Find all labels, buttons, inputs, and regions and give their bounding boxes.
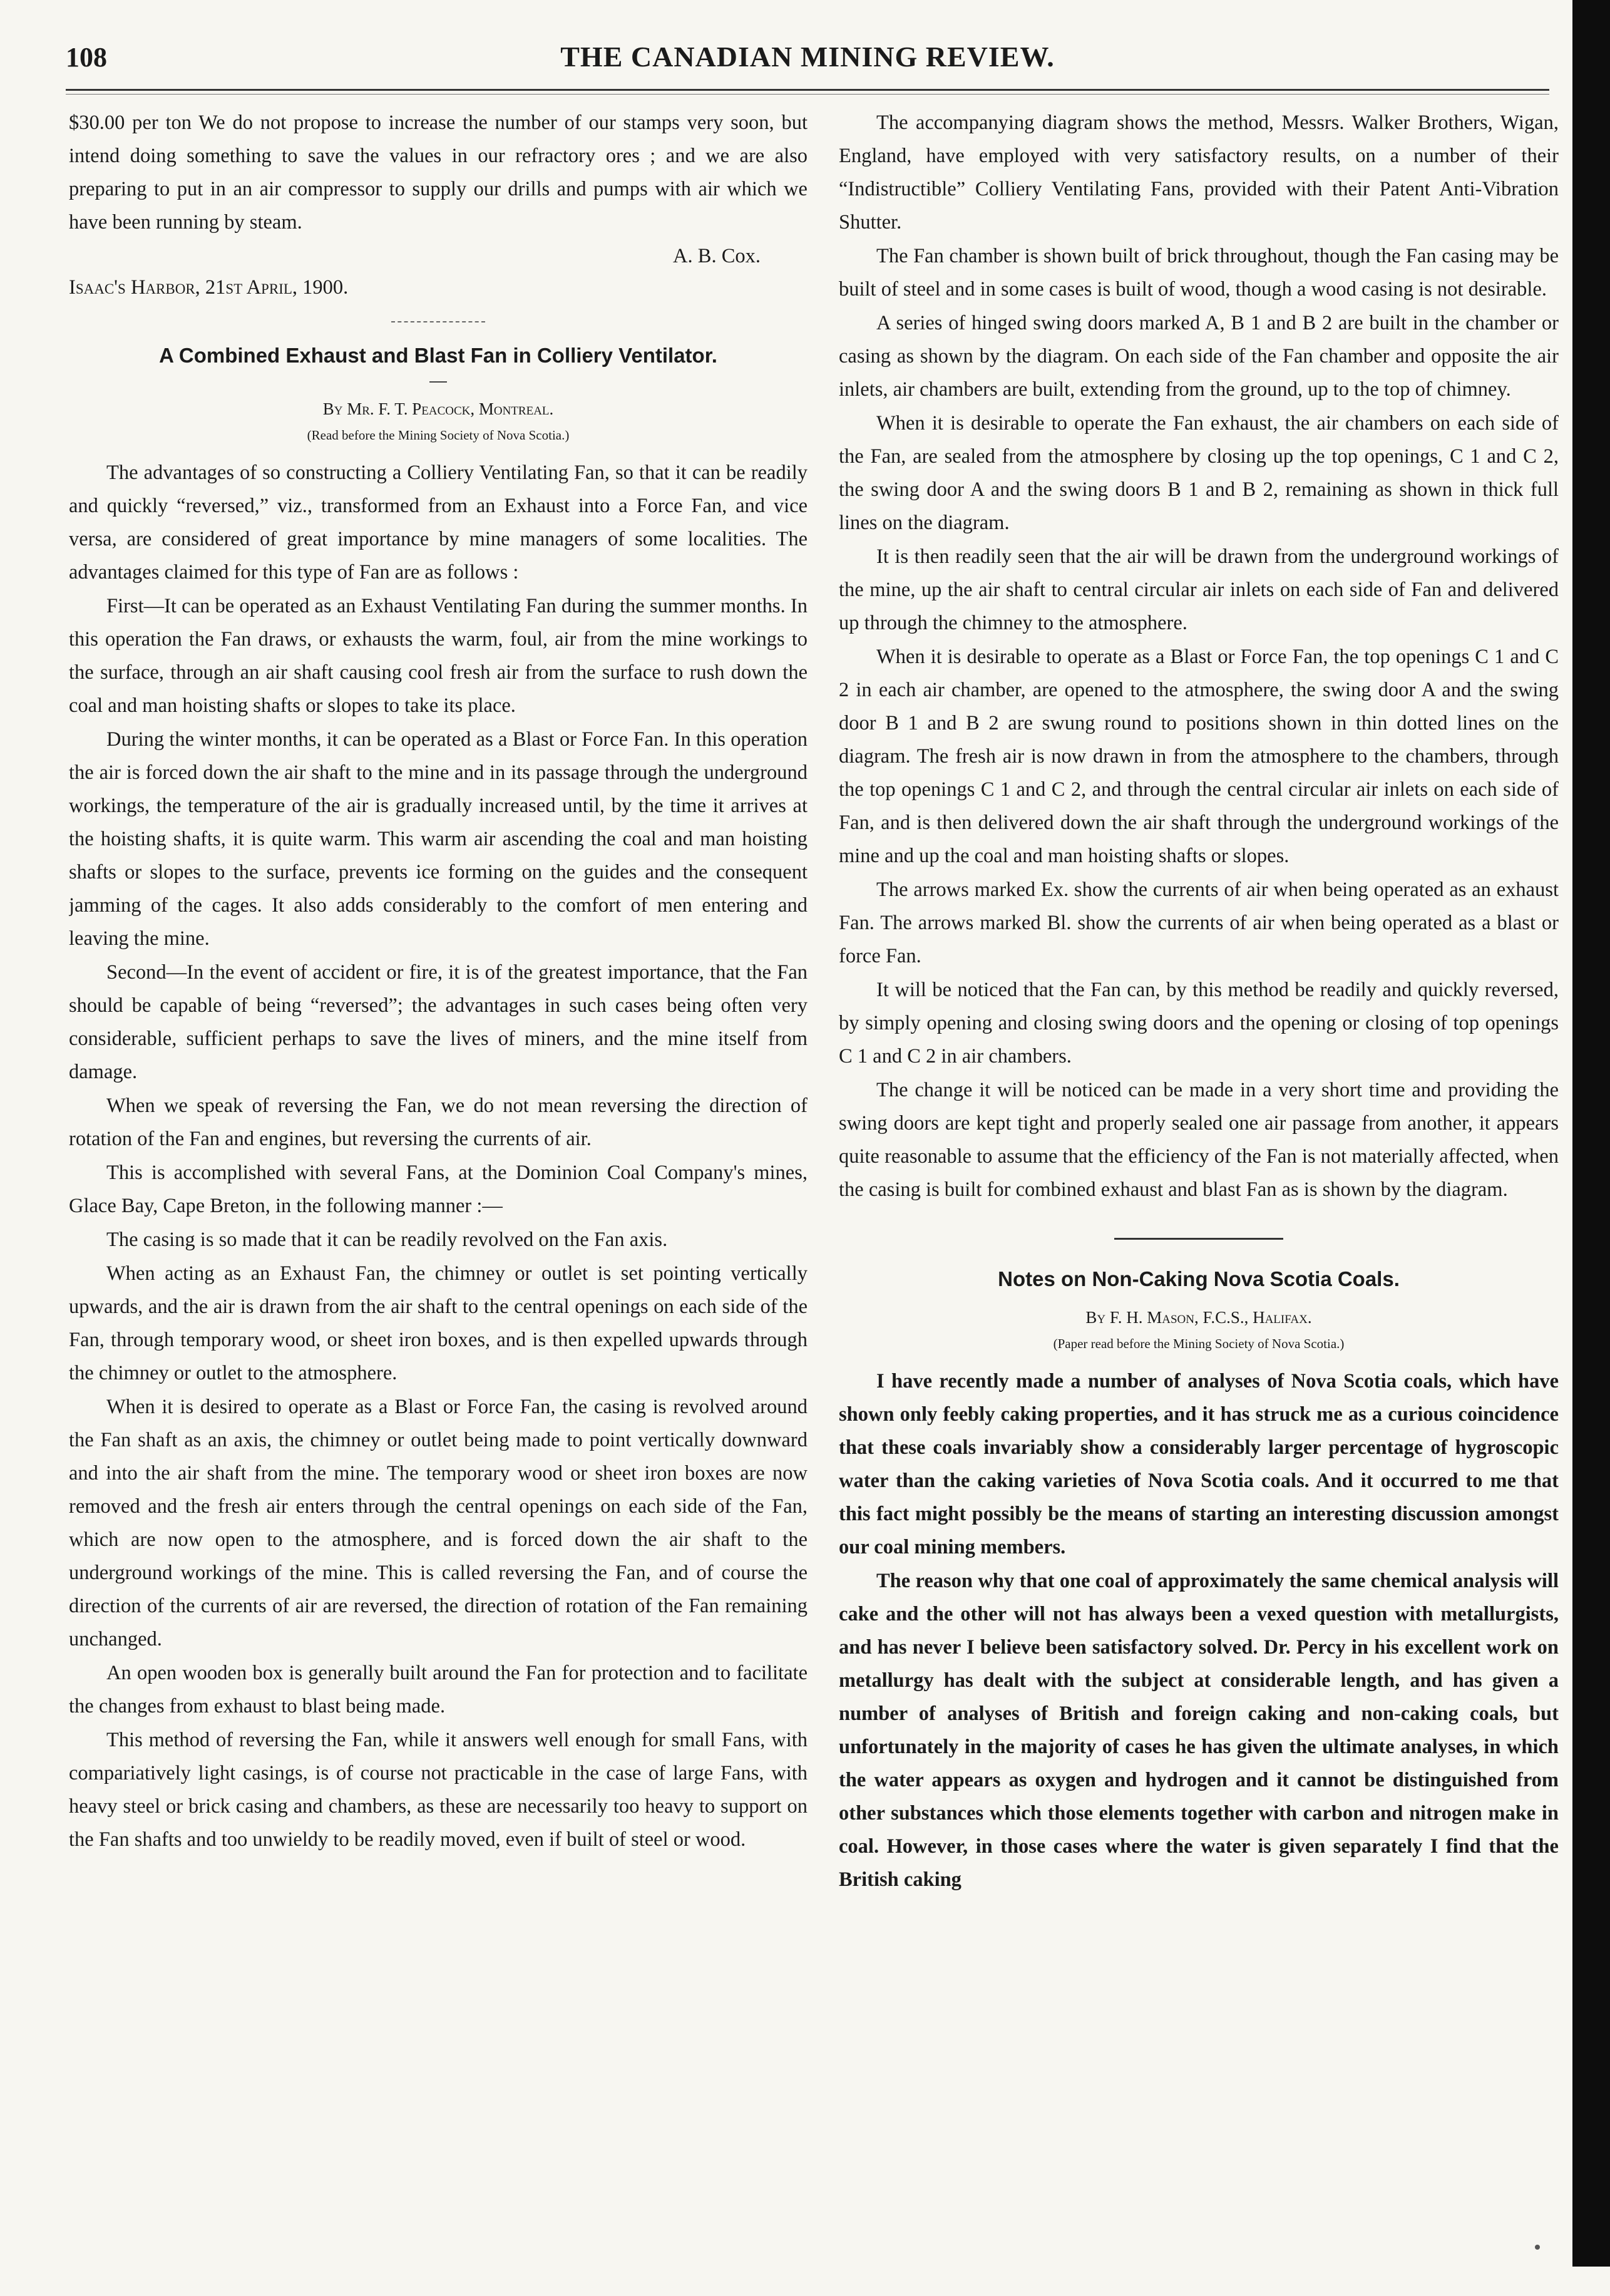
- body-paragraph: This method of reversing the Fan, while it answers well enough for small Fans, with compariatively light casings, is of course not practicable in the case of large Fans, with heavy steel or brick casing and chambers, as these are necessarily too heavy to support on the Fan shafts and too unwieldy to be readily moved, even if built of steel or wood.: [69, 1729, 808, 1851]
- byline-text: By Mr. F. T. Peacock, Montreal.: [322, 399, 554, 418]
- body-paragraph: A series of hinged swing doors marked A, B 1 and B 2 are built in the chamber or casing as shown by the diagram. On each side of the Fan chamber and opposite the air inlets, air chambers are built, extending from the ground, up to the top of chimney.: [839, 312, 1559, 401]
- header-rule: [66, 89, 1549, 91]
- body-paragraph: The Fan chamber is shown built of brick throughout, though the Fan casing may be built of steel and in some cases is built of wood, though a wood casing is not desirable.: [839, 245, 1559, 301]
- body-paragraph: Second—In the event of accident or fire, it is of the greatest importance, that the Fan should be capable of being “reversed”; the advantages in such cases being often very considerable, sufficient perhaps to save the lives of miners, and the mine itself from damage.: [69, 961, 808, 1083]
- article-note: (Read before the Mining Society of Nova Scotia.): [307, 428, 570, 443]
- body-paragraph: The casing is so made that it can be readily revolved on the Fan axis.: [106, 1228, 668, 1251]
- body-paragraph: The advantages of so constructing a Colliery Ventilating Fan, so that it can be readily and quickly “reversed,” viz., transformed from an Exhaust into a Force Fan, and vice versa, are considered of great importance by mine managers of some localities. The advantages claimed for this type of Fan are as follows :: [69, 461, 808, 584]
- body-paragraph: The reason why that one coal of approximately the same chemical analysis will cake and the other will not has always been a vexed question with metallurgists, and has never I believe been satisfactory solved. Dr. Percy in his excellent work on metallurgy has dealt with the subject at considerable length, and has given a number of analyses of British and foreign caking and non-caking coals, but unfortunately in the majority of cases he has given the ultimate analyses, in which the water appears as oxygen and hydrogen and it cannot be distinguished from other substances which those elements together with carbon and nitrogen make in coal. However, in those cases where the water is given separately I find that the British caking: [839, 1570, 1559, 1891]
- left-column: [69, 106, 808, 2279]
- body-paragraph: The change it will be noticed can be made in a very short time and providing the swing doors are kept tight and properly sealed one air passage from another, it appears quite reasonable to assume that the efficiency of the Fan is not materially affected, when the casing is built for combined exhaust and blast Fan as is shown by the diagram.: [839, 1079, 1559, 1201]
- title-dash: [429, 381, 447, 383]
- body-paragraph: This is accomplished with several Fans, at the Dominion Coal Company's mines, Glace Bay, Cape Breton, in the following manner :—: [69, 1161, 808, 1217]
- journal-title: THE CANADIAN MINING REVIEW.: [560, 41, 1055, 73]
- header-rule-thin: [66, 94, 1549, 95]
- body-paragraph: When acting as an Exhaust Fan, the chimney or outlet is set pointing vertically upwards, and the air is drawn from the air shaft to the central openings on each side of the Fan, through temporary wood, or sheet iron boxes, and is then expelled upwards through the chimney or outlet to the atmosphere.: [69, 1262, 808, 1384]
- body-paragraph: When it is desired to operate as a Blast or Force Fan, the casing is revolved around the Fan shaft as an axis, the chimney or outlet being made to point vertically downward and into the air shaft from the mine. The temporary wood or sheet iron boxes are now removed and the fresh air enters through the central openings on each side of the Fan, which are now open to the atmosphere, and is forced down the air shaft to the underground workings of the mine. This is called reversing the Fan, and of course the direction of the currents of air are reversed, the direction of rotation of the Fan remaining unchanged.: [69, 1396, 808, 1650]
- body-paragraph: It will be noticed that the Fan can, by this method be readily and quickly reversed, by simply opening and closing swing doors and the opening or closing of top openings C 1 and C 2 in air chambers.: [839, 979, 1559, 1068]
- place-date-text: Isaac's Harbor, 21st April, 1900.: [69, 276, 349, 299]
- signature: A. B. Cox.: [673, 245, 761, 267]
- byline-text: By F. H. Mason, F.C.S., Halifax.: [1085, 1308, 1312, 1327]
- body-paragraph: During the winter months, it can be operated as a Blast or Force Fan. In this operation the air is forced down the air shaft to the mine and in its passage through the underground workings, the temperature of the air is gradually increased until, by the time it arrives at the hoisting shafts, it is quite warm. This warm air ascending the coal and man hoisting shafts or slopes to the surface, prevents ice forming on the guides and the consequent jamming of the cages. It also adds considerably to the comfort of men entering and leaving the mine.: [69, 728, 808, 950]
- body-paragraph: I have recently made a number of analyses of Nova Scotia coals, which have shown only feebly caking properties, and it has struck me as a curious coincidence that these coals invariably show a considerably larger percentage of hygroscopic water than the caking varieties of Nova Scotia coals. And it occurred to me that this fact might possibly be the means of starting an interesting discussion amongst our coal mining members.: [839, 1370, 1559, 1558]
- scan-edge-shadow: [1572, 0, 1610, 2267]
- place-date: [69, 271, 348, 304]
- body-paragraph: When we speak of reversing the Fan, we do not mean reversing the direction of rotation of the Fan and engines, but reversing the currents of air.: [69, 1094, 808, 1150]
- scan-speck: [1535, 2245, 1540, 2250]
- article-byline: [69, 396, 808, 421]
- body-paragraph: It is then readily seen that the air will be drawn from the underground workings of the mine, up the air shaft to central circular air inlets on each side of Fan and delivered up through the chimney to the atmosphere.: [839, 545, 1559, 634]
- article-title: Notes on Non-Caking Nova Scotia Coals.: [998, 1267, 1400, 1290]
- section-divider: [1114, 1238, 1283, 1240]
- signature-block: [69, 240, 808, 306]
- body-paragraph: When it is desirable to operate the Fan exhaust, the air chambers on each side of the Fan, are sealed from the atmosphere by closing up the top openings, C 1 and C 2, the swing door A and the swing doors B 1 and B 2, remaining as shown in thick full lines on the diagram.: [839, 412, 1559, 534]
- body-paragraph: The accompanying diagram shows the method, Messrs. Walker Brothers, Wigan, England, have employed with very satisfactory results, on a number of their “Indistructible” Colliery Ventilating Fans, provided with their Patent Anti-Vibration Shutter.: [839, 111, 1559, 234]
- body-paragraph: An open wooden box is generally built around the Fan for protection and to facilitate the changes from exhaust to blast being made.: [69, 1662, 808, 1717]
- article-body: [839, 1365, 1559, 1897]
- running-header: [66, 36, 1549, 80]
- section-divider: [391, 321, 485, 322]
- article-note: (Paper read before the Mining Society of Nova Scotia.): [1053, 1336, 1345, 1351]
- body-paragraph: When it is desirable to operate as a Blast or Force Fan, the top openings C 1 and C 2 in each air chamber, are opened to the atmosphere, the swing door A and the swing door B 1 and B 2 are swung round to positions shown in thin dotted lines on the diagram. The fresh air is now drawn in from the atmosphere to the chambers, through the top openings C 1 and C 2, and through the central circular air inlets on each side of Fan, and is then delivered down the air shaft through the underground workings of the mine and up the coal and man hoisting shafts or slopes.: [839, 646, 1559, 867]
- body-paragraph: First—It can be operated as an Exhaust Ventilating Fan during the summer months. In this operation the Fan draws, or exhausts the warm, foul, air from the mine workings to the surface, through an air shaft causing cool fresh air from the surface to rush down the coal and man hoisting shafts or slopes to take its place.: [69, 595, 808, 717]
- page-number: 108: [66, 42, 107, 73]
- article-title: A Combined Exhaust and Blast Fan in Colliery Ventilator.: [159, 344, 717, 367]
- right-column: [839, 106, 1559, 2279]
- article-byline: [839, 1305, 1559, 1330]
- continued-paragraph: $30.00 per ton We do not propose to increase the number of our stamps very soon, but intend doing something to save the values in our refractory ores ; and we are also preparing to put in an air compressor to supply our drills and pumps with air which we have been running by steam.: [69, 111, 808, 234]
- body-paragraph: The arrows marked Ex. show the currents of air when being operated as an exhaust Fan. The arrows marked Bl. show the currents of air when being operated as a blast or force Fan.: [839, 878, 1559, 967]
